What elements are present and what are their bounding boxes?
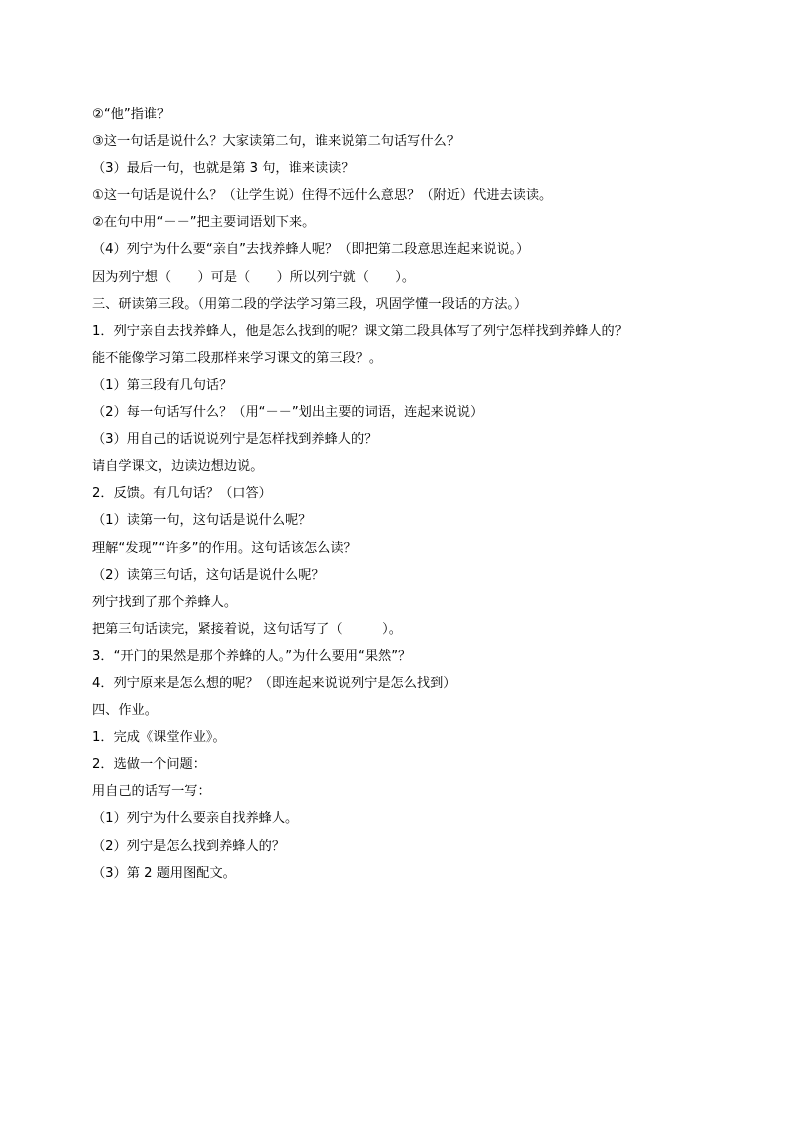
text-line: 列宁找到了那个养蜂人。: [92, 594, 238, 610]
section-heading: 三、研读第三段。（用第二段的学法学习第三段，巩固学懂一段话的方法。）: [92, 296, 528, 312]
text-line: 把第三句话读完，紧接着说，这句话写了（ ）。: [92, 621, 402, 637]
text-line: ②在句中用“－－”把主要词语划下来。: [92, 215, 316, 231]
text-line: 2．反馈。有几句话？（口答）: [92, 486, 272, 502]
text-line: （3）最后一句，也就是第 3 句，谁来读读？: [92, 161, 355, 177]
text-line: （1）第三段有几句话？: [92, 377, 233, 393]
text-line: （2）列宁是怎么找到养蜂人的？: [92, 838, 286, 854]
text-line: 请自学课文，边读边想边说。: [92, 459, 264, 475]
text-line: （1）列宁为什么要亲自找养蜂人。: [92, 811, 299, 827]
text-line: 4．列宁原来是怎么想的呢？（即连起来说说列宁是怎么找到）: [92, 675, 457, 691]
text-line: 因为列宁想（ ）可是（ ）所以列宁就（ ）。: [92, 269, 416, 285]
text-line: ①这一句话是说什么？（让学生说）住得不远什么意思？（附近）代进去读读。: [92, 188, 553, 204]
text-line: （3）第 2 题用图配文。: [92, 865, 236, 881]
text-line: （3）用自己的话说说列宁是怎样找到养蜂人的？: [92, 432, 378, 448]
text-line: 3．“开门的果然是那个养蜂的人。”为什么要用“果然”？: [92, 648, 412, 664]
text-line: （2）每一句话写什么？（用“－－”划出主要的词语，连起来说说）: [92, 405, 484, 421]
document-body: [92, 101, 712, 887]
text-line: 理解“发现”“许多”的作用。这句话该怎么读？: [92, 540, 357, 556]
text-line: ②“他”指谁？: [92, 107, 171, 122]
section-heading: 四、作业。: [92, 703, 158, 719]
text-line: （4）列宁为什么要“亲自”去找养蜂人呢？（即把第二段意思连起来说说。）: [92, 242, 530, 258]
text-line: 1．完成《课堂作业》。: [92, 730, 226, 746]
text-line: 能不能像学习第二段那样来学习课文的第三段？。: [92, 350, 383, 366]
text-line: 2．选做一个问题：: [92, 757, 206, 773]
text-line: 1．列宁亲自去找养蜂人，他是怎么找到的呢？课文第二段具体写了列宁怎样找到养蜂人的？: [92, 323, 628, 339]
text-line: ③这一句话是说什么？大家读第二句，谁来说第二句话写什么？: [92, 134, 460, 150]
text-line: 用自己的话写一写：: [92, 784, 211, 800]
text-line: （2）读第三句话，这句话是说什么呢？: [92, 567, 325, 583]
text-line: （1）读第一句，这句话是说什么呢？: [92, 513, 312, 529]
